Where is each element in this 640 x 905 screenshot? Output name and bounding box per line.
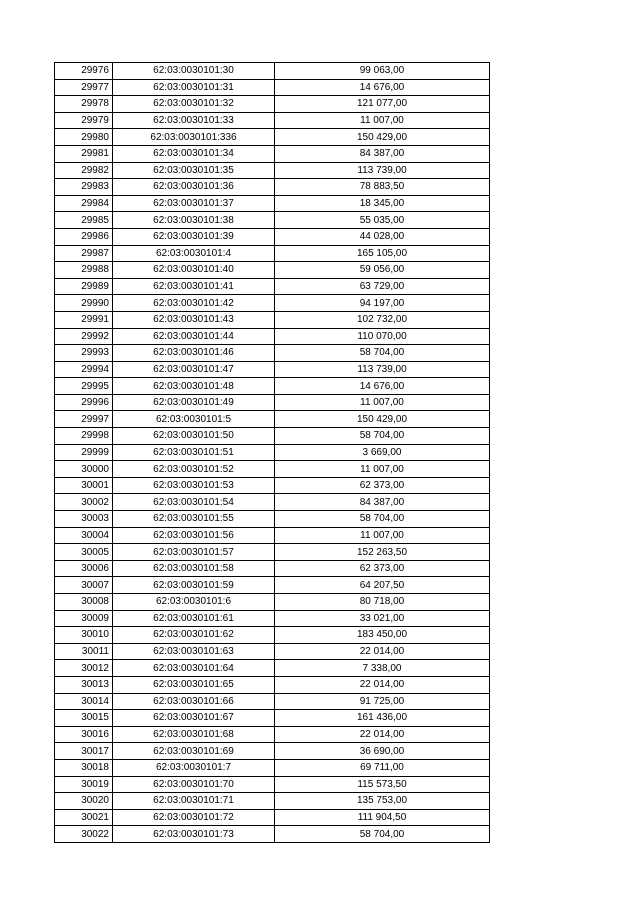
value-cell: 11 007,00 <box>275 527 490 544</box>
value-cell: 14 676,00 <box>275 378 490 395</box>
cadastral-number-cell: 62:03:0030101:4 <box>113 245 275 262</box>
row-number-cell: 29995 <box>55 378 113 395</box>
value-cell: 94 197,00 <box>275 295 490 312</box>
row-number-cell: 30007 <box>55 577 113 594</box>
row-number-cell: 30001 <box>55 477 113 494</box>
value-cell: 58 704,00 <box>275 345 490 362</box>
table-row <box>55 328 490 345</box>
row-number-cell: 30006 <box>55 560 113 577</box>
value-cell: 11 007,00 <box>275 112 490 129</box>
value-cell: 135 753,00 <box>275 793 490 810</box>
table-row <box>55 394 490 411</box>
table-row <box>55 759 490 776</box>
table-row <box>55 676 490 693</box>
value-cell: 63 729,00 <box>275 278 490 295</box>
cadastral-number-cell: 62:03:0030101:73 <box>113 826 275 843</box>
row-number-cell: 30019 <box>55 776 113 793</box>
value-cell: 22 014,00 <box>275 643 490 660</box>
cadastral-number-cell: 62:03:0030101:31 <box>113 79 275 96</box>
cadastral-number-cell: 62:03:0030101:55 <box>113 511 275 528</box>
row-number-cell: 29985 <box>55 212 113 229</box>
cadastral-number-cell: 62:03:0030101:42 <box>113 295 275 312</box>
row-number-cell: 30011 <box>55 643 113 660</box>
value-cell: 102 732,00 <box>275 311 490 328</box>
row-number-cell: 30020 <box>55 793 113 810</box>
table-row <box>55 743 490 760</box>
value-cell: 110 070,00 <box>275 328 490 345</box>
table-row <box>55 195 490 212</box>
row-number-cell: 29991 <box>55 311 113 328</box>
table-row <box>55 544 490 561</box>
table-row <box>55 262 490 279</box>
table-row <box>55 278 490 295</box>
cadastral-number-cell: 62:03:0030101:6 <box>113 594 275 611</box>
row-number-cell: 29983 <box>55 179 113 196</box>
row-number-cell: 30013 <box>55 676 113 693</box>
value-cell: 36 690,00 <box>275 743 490 760</box>
cadastral-number-cell: 62:03:0030101:336 <box>113 129 275 146</box>
table-row <box>55 79 490 96</box>
value-cell: 22 014,00 <box>275 676 490 693</box>
table-row <box>55 129 490 146</box>
value-cell: 111 904,50 <box>275 809 490 826</box>
table-row <box>55 477 490 494</box>
table-row <box>55 610 490 627</box>
row-number-cell: 29998 <box>55 428 113 445</box>
row-number-cell: 30003 <box>55 511 113 528</box>
cadastral-number-cell: 62:03:0030101:30 <box>113 63 275 80</box>
value-cell: 113 739,00 <box>275 162 490 179</box>
table-row <box>55 693 490 710</box>
table-row <box>55 311 490 328</box>
cadastral-number-cell: 62:03:0030101:48 <box>113 378 275 395</box>
table-row <box>55 710 490 727</box>
table-row <box>55 96 490 113</box>
row-number-cell: 30016 <box>55 726 113 743</box>
table-row <box>55 245 490 262</box>
value-cell: 91 725,00 <box>275 693 490 710</box>
cadastral-number-cell: 62:03:0030101:41 <box>113 278 275 295</box>
row-number-cell: 29980 <box>55 129 113 146</box>
row-number-cell: 29990 <box>55 295 113 312</box>
value-cell: 183 450,00 <box>275 627 490 644</box>
row-number-cell: 29992 <box>55 328 113 345</box>
row-number-cell: 29988 <box>55 262 113 279</box>
row-number-cell: 29993 <box>55 345 113 362</box>
table-row <box>55 494 490 511</box>
cadastral-number-cell: 62:03:0030101:49 <box>113 394 275 411</box>
row-number-cell: 30015 <box>55 710 113 727</box>
cadastral-number-cell: 62:03:0030101:38 <box>113 212 275 229</box>
row-number-cell: 30004 <box>55 527 113 544</box>
table-row <box>55 162 490 179</box>
value-cell: 150 429,00 <box>275 411 490 428</box>
table-row <box>55 826 490 843</box>
cadastral-number-cell: 62:03:0030101:51 <box>113 444 275 461</box>
table-row <box>55 428 490 445</box>
value-cell: 14 676,00 <box>275 79 490 96</box>
cadastral-number-cell: 62:03:0030101:33 <box>113 112 275 129</box>
cadastral-number-cell: 62:03:0030101:70 <box>113 776 275 793</box>
row-number-cell: 29989 <box>55 278 113 295</box>
value-cell: 62 373,00 <box>275 560 490 577</box>
table-row <box>55 809 490 826</box>
row-number-cell: 29981 <box>55 145 113 162</box>
table-row <box>55 560 490 577</box>
value-cell: 11 007,00 <box>275 461 490 478</box>
value-cell: 165 105,00 <box>275 245 490 262</box>
cadastral-number-cell: 62:03:0030101:62 <box>113 627 275 644</box>
cadastral-number-cell: 62:03:0030101:40 <box>113 262 275 279</box>
cadastral-number-cell: 62:03:0030101:50 <box>113 428 275 445</box>
cadastral-number-cell: 62:03:0030101:52 <box>113 461 275 478</box>
table-row <box>55 411 490 428</box>
row-number-cell: 30017 <box>55 743 113 760</box>
cadastral-number-cell: 62:03:0030101:36 <box>113 179 275 196</box>
row-number-cell: 29994 <box>55 361 113 378</box>
value-cell: 99 063,00 <box>275 63 490 80</box>
value-cell: 22 014,00 <box>275 726 490 743</box>
row-number-cell: 30005 <box>55 544 113 561</box>
table-row <box>55 627 490 644</box>
cadastral-number-cell: 62:03:0030101:54 <box>113 494 275 511</box>
value-cell: 113 739,00 <box>275 361 490 378</box>
value-cell: 58 704,00 <box>275 511 490 528</box>
table-row <box>55 793 490 810</box>
table-row <box>55 444 490 461</box>
cadastral-number-cell: 62:03:0030101:65 <box>113 676 275 693</box>
value-cell: 7 338,00 <box>275 660 490 677</box>
table-row <box>55 361 490 378</box>
cadastral-number-cell: 62:03:0030101:59 <box>113 577 275 594</box>
row-number-cell: 30008 <box>55 594 113 611</box>
value-cell: 3 669,00 <box>275 444 490 461</box>
table-row <box>55 212 490 229</box>
cadastral-number-cell: 62:03:0030101:47 <box>113 361 275 378</box>
row-number-cell: 30012 <box>55 660 113 677</box>
value-cell: 152 263,50 <box>275 544 490 561</box>
table-row <box>55 179 490 196</box>
row-number-cell: 30014 <box>55 693 113 710</box>
data-table <box>54 62 490 843</box>
table-row <box>55 112 490 129</box>
value-cell: 44 028,00 <box>275 228 490 245</box>
table-row <box>55 577 490 594</box>
cadastral-number-cell: 62:03:0030101:66 <box>113 693 275 710</box>
cadastral-number-cell: 62:03:0030101:61 <box>113 610 275 627</box>
value-cell: 150 429,00 <box>275 129 490 146</box>
cadastral-number-cell: 62:03:0030101:72 <box>113 809 275 826</box>
cadastral-number-cell: 62:03:0030101:35 <box>113 162 275 179</box>
table-row <box>55 594 490 611</box>
table-row <box>55 511 490 528</box>
table-row <box>55 726 490 743</box>
row-number-cell: 30021 <box>55 809 113 826</box>
table-row <box>55 660 490 677</box>
table-row <box>55 643 490 660</box>
value-cell: 11 007,00 <box>275 394 490 411</box>
cadastral-number-cell: 62:03:0030101:44 <box>113 328 275 345</box>
value-cell: 161 436,00 <box>275 710 490 727</box>
value-cell: 84 387,00 <box>275 145 490 162</box>
row-number-cell: 30002 <box>55 494 113 511</box>
row-number-cell: 29984 <box>55 195 113 212</box>
row-number-cell: 30009 <box>55 610 113 627</box>
cadastral-number-cell: 62:03:0030101:58 <box>113 560 275 577</box>
value-cell: 58 704,00 <box>275 428 490 445</box>
cadastral-number-cell: 62:03:0030101:57 <box>113 544 275 561</box>
cadastral-number-cell: 62:03:0030101:53 <box>113 477 275 494</box>
row-number-cell: 30000 <box>55 461 113 478</box>
table-row <box>55 295 490 312</box>
cadastral-number-cell: 62:03:0030101:67 <box>113 710 275 727</box>
cadastral-number-cell: 62:03:0030101:32 <box>113 96 275 113</box>
table-row <box>55 776 490 793</box>
cadastral-number-cell: 62:03:0030101:71 <box>113 793 275 810</box>
table-row <box>55 228 490 245</box>
row-number-cell: 29978 <box>55 96 113 113</box>
row-number-cell: 29997 <box>55 411 113 428</box>
table-row <box>55 63 490 80</box>
row-number-cell: 30018 <box>55 759 113 776</box>
value-cell: 121 077,00 <box>275 96 490 113</box>
row-number-cell: 29979 <box>55 112 113 129</box>
value-cell: 62 373,00 <box>275 477 490 494</box>
value-cell: 33 021,00 <box>275 610 490 627</box>
value-cell: 78 883,50 <box>275 179 490 196</box>
table-body <box>55 63 490 843</box>
cadastral-number-cell: 62:03:0030101:37 <box>113 195 275 212</box>
table-row <box>55 527 490 544</box>
table-row <box>55 345 490 362</box>
row-number-cell: 29976 <box>55 63 113 80</box>
row-number-cell: 30022 <box>55 826 113 843</box>
value-cell: 58 704,00 <box>275 826 490 843</box>
cadastral-number-cell: 62:03:0030101:56 <box>113 527 275 544</box>
cadastral-number-cell: 62:03:0030101:39 <box>113 228 275 245</box>
cadastral-number-cell: 62:03:0030101:43 <box>113 311 275 328</box>
value-cell: 69 711,00 <box>275 759 490 776</box>
table-row <box>55 145 490 162</box>
value-cell: 84 387,00 <box>275 494 490 511</box>
value-cell: 80 718,00 <box>275 594 490 611</box>
cadastral-number-cell: 62:03:0030101:69 <box>113 743 275 760</box>
cadastral-number-cell: 62:03:0030101:46 <box>113 345 275 362</box>
cadastral-number-cell: 62:03:0030101:34 <box>113 145 275 162</box>
value-cell: 64 207,50 <box>275 577 490 594</box>
value-cell: 55 035,00 <box>275 212 490 229</box>
value-cell: 115 573,50 <box>275 776 490 793</box>
value-cell: 18 345,00 <box>275 195 490 212</box>
row-number-cell: 29982 <box>55 162 113 179</box>
cadastral-number-cell: 62:03:0030101:5 <box>113 411 275 428</box>
row-number-cell: 29977 <box>55 79 113 96</box>
table-row <box>55 378 490 395</box>
cadastral-number-cell: 62:03:0030101:68 <box>113 726 275 743</box>
cadastral-number-cell: 62:03:0030101:64 <box>113 660 275 677</box>
cadastral-number-cell: 62:03:0030101:63 <box>113 643 275 660</box>
row-number-cell: 30010 <box>55 627 113 644</box>
row-number-cell: 29999 <box>55 444 113 461</box>
table-row <box>55 461 490 478</box>
value-cell: 59 056,00 <box>275 262 490 279</box>
cadastral-number-cell: 62:03:0030101:7 <box>113 759 275 776</box>
row-number-cell: 29986 <box>55 228 113 245</box>
row-number-cell: 29996 <box>55 394 113 411</box>
row-number-cell: 29987 <box>55 245 113 262</box>
